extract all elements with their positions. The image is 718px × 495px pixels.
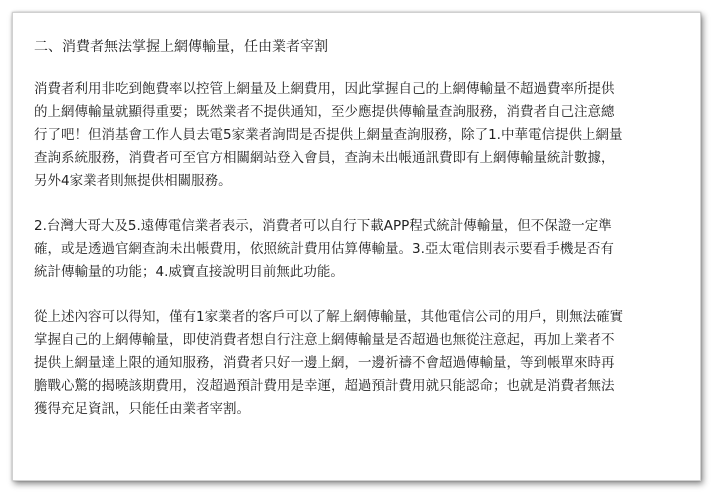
text-line: 行了吧！但消基會工作人員去電5家業者詢問是否提供上網量查詢服務，除了1.中華電信提供上網量 (34, 127, 623, 143)
text-line: 的上網傳輸量就顯得重要；既然業者不提供通知，至少應提供傳輸量查詢服務，消費者自己注意總 (34, 104, 615, 120)
text-line: 膽戰心驚的揭曉該期費用，沒超過預計費用是幸運，超過預計費用就只能認命；也就是消費者無法 (34, 378, 615, 394)
text-line: 消費者利用非吃到飽費率以控管上網量及上網費用，因此掌握自己的上網傳輸量不超過費率所提供 (34, 81, 615, 97)
paragraph-3 (34, 306, 689, 421)
text-line: 確，或是透過官網查詢未出帳費用，依照統計費用估算傳輸量。3.亞太電信則表示要看手機是否有 (34, 241, 614, 257)
text-line: 2.台灣大哥大及5.遠傳電信業者表示，消費者可以自行下載APP程式統計傳輸量，但不保證一定準 (34, 218, 612, 234)
text-line: 另外4家業者則無提供相關服務。 (34, 173, 232, 189)
text-line: 提供上網量達上限的通知服務，消費者只好一邊上網，一邊祈禱不會超過傳輸量，等到帳單來時再 (34, 355, 615, 371)
text-line: 掌握自己的上網傳輸量，即使消費者想自行注意上網傳輸量是否超過也無從注意起，再加上業者不 (34, 332, 615, 348)
text-line: 統計傳輸量的功能；4.威寶直接說明目前無此功能。 (34, 264, 344, 280)
article-content (34, 37, 689, 443)
text-line: 從上述內容可以得知，僅有1家業者的客戶可以了解上網傳輸量，其他電信公司的用戶，則無法確實 (34, 309, 624, 325)
screenshot-frame (12, 12, 701, 481)
text-line: 獲得充足資訊，只能任由業者宰割。 (34, 401, 250, 417)
section-heading: 二、消費者無法掌握上網傳輸量，任由業者宰割 (34, 39, 328, 55)
paragraph-2 (34, 215, 689, 284)
text-line: 查詢系統服務，消費者可至官方相關網站登入會員，查詢未出帳通訊費即有上網傳輸量統計數據， (34, 150, 615, 166)
paragraph-1 (34, 78, 689, 193)
